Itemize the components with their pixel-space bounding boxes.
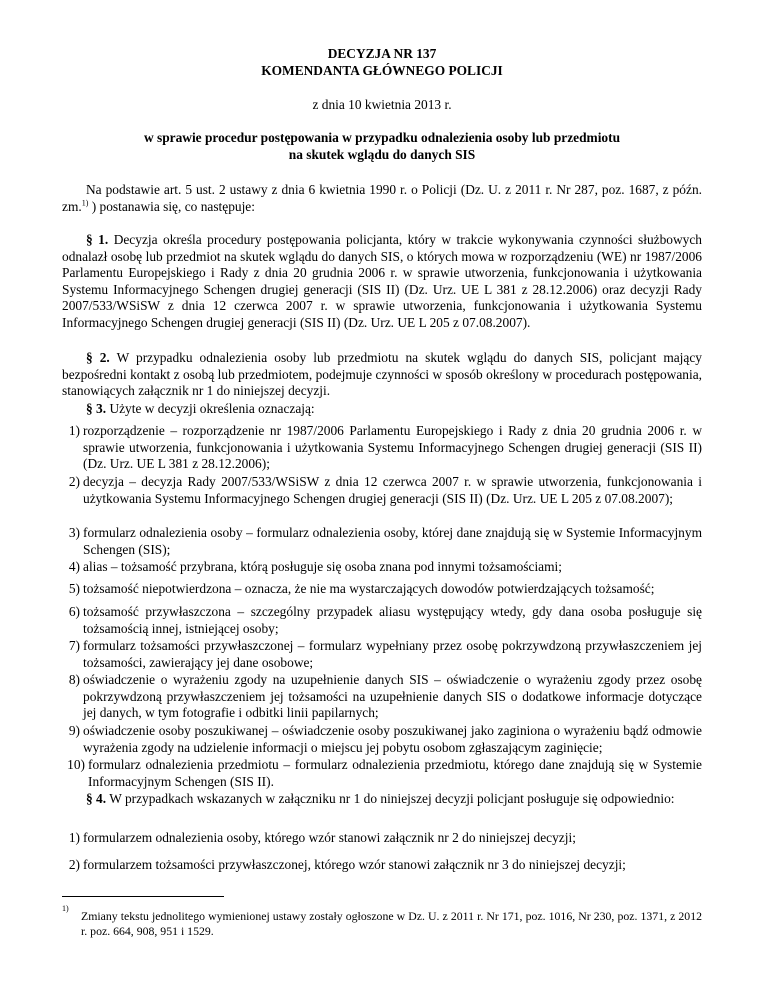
footnote: 1) Zmiany tekstu jednolitego wymienionej ustawy zostały ogłoszone w Dz. U. z 2011 r. Nr 171, poz. 1016, Nr 230, poz. 1371, z 2012 r. poz. 664, 908, 951 i 1529.: [62, 904, 702, 938]
section-4: [62, 791, 702, 808]
list-item-text: oświadczenie o wyrażeniu zgody na uzupełnienie danych SIS – oświadczenie o wyrażeniu zgody przez osobę pokrzywdzoną przywłaszczeniem jej tożsamości na uzupełnienie danych SIS o dodatkowe informacje dotyczące jej danych, w tym fotografie i odbitki linii papilarnych;: [83, 672, 702, 721]
footnote-separator: [62, 896, 224, 897]
list-item-number: 8): [68, 672, 80, 687]
list-item-text: formularz odnalezienia przedmiotu – formularz odnalezienia przedmiotu, którego dane znajdują się w Systemie Informacyjnym Schengen (SIS II).: [88, 757, 702, 789]
list-item-text: oświadczenie osoby poszukiwanej – oświadczenie osoby poszukiwanej jako zaginiona o wyrażeniu bądź odmowie wyrażenia zgody na udzielenie informacji o miejscu jej pobytu osobom zgłaszającym zaginięcie;: [83, 723, 702, 755]
list-item-number: 10): [67, 757, 85, 772]
list-item-text: tożsamość niepotwierdzona – oznacza, że nie ma wystarczających dowodów potwierdzających tożsamość;: [83, 581, 655, 596]
list-item-number: 9): [68, 723, 80, 738]
list-item: [62, 672, 702, 722]
preamble: [62, 182, 702, 215]
list-item-text: formularzem tożsamości przywłaszczonej, którego wzór stanowi załącznik nr 3 do niniejszej decyzji;: [83, 857, 626, 872]
section-4-label: § 4.: [86, 791, 107, 806]
subject-line-1: w sprawie procedur postępowania w przypadku odnalezienia osoby lub przedmiotu: [143, 130, 621, 145]
list-item-number: 6): [68, 604, 80, 619]
list-item: [62, 581, 702, 598]
list-item-text: alias – tożsamość przybrana, którą posługuje się osoba znana pod innymi tożsamościami;: [83, 559, 562, 574]
list-item: [62, 857, 702, 874]
section-1: [62, 232, 702, 332]
section-3-label: § 3.: [86, 401, 107, 416]
section-2-text: W przypadku odnalezienia osoby lub przedmiotu na skutek wglądu do danych SIS, policjant mający bezpośredni kontakt z osobą lub przedmiotem, podejmuje czynności w sposób określony w procedurach postępowania, stanowiących załącznik nr 1 do niniejszej decyzji.: [62, 350, 702, 399]
issuer-title: KOMENDANTA GŁÓWNEGO POLICJI: [261, 63, 503, 78]
list-item-number: 2): [68, 474, 80, 489]
list-item-number: 2): [68, 857, 80, 872]
footnote-text: Zmiany tekstu jednolitego wymienionej ustawy zostały ogłoszone w Dz. U. z 2011 r. Nr 171, poz. 1016, Nr 230, poz. 1371, z 2012 r. poz. 664, 908, 951 i 1529.: [81, 909, 702, 938]
subject-line-2: na skutek wglądu do danych SIS: [288, 147, 476, 162]
list-item-number: 7): [68, 638, 80, 653]
section-3-text: Użyte w decyzji określenia oznaczają:: [106, 401, 315, 416]
preamble-text: Na podstawie art. 5 ust. 2 ustawy z dnia 6 kwietnia 1990 r. o Policji (Dz. U. z 2011 r. Nr 287, poz. 1687, z późn. zm.: [62, 182, 702, 214]
list-item: [62, 474, 702, 507]
list-item: [62, 423, 702, 473]
list-item-text: formularz odnalezienia osoby – formularz odnalezienia osoby, której dane znajdują się w Systemie Informacyjnym Schengen (SIS);: [83, 525, 702, 557]
section-4-text: W przypadkach wskazanych w załączniku nr 1 do niniejszej decyzji policjant posługuje się odpowiednio:: [106, 791, 675, 806]
list-item: [62, 559, 702, 576]
list-item: [62, 638, 702, 671]
list-item: [62, 757, 702, 790]
section-2: [62, 350, 702, 400]
list-item: [62, 830, 702, 847]
list-item: [62, 525, 702, 558]
section-2-label: § 2.: [86, 350, 110, 365]
list-item: [62, 723, 702, 756]
list-item-text: formularz tożsamości przywłaszczonej – formularz wypełniany przez osobę pokrzywdzoną przywłaszczeniem jej tożsamości, zawierający jej dane osobowe;: [83, 638, 702, 670]
list-item-number: 1): [68, 423, 80, 438]
list-item-number: 1): [68, 830, 80, 845]
list-item-text: tożsamość przywłaszczona – szczególny przypadek aliasu występujący wtedy, gdy dana osoba posługuje się tożsamością innej, istniejącej osoby;: [83, 604, 702, 636]
list-item-text: rozporządzenie – rozporządzenie nr 1987/2006 Parlamentu Europejskiego i Rady z dnia 20 grudnia 2006 r. w sprawie utworzenia, funkcjonowania i użytkowania Systemu Informacyjnego Schengen drugiej generacji (SIS II) (Dz. Urz. UE L 381 z 28.12.2006);: [83, 423, 702, 472]
section-1-text: Decyzja określa procedury postępowania policjanta, który w trakcie wykonywania czynności służbowych odnalazł osobę lub przedmiot na skutek wglądu do danych SIS, o których mowa w rozporządzeniu (WE) nr 1987/2006 Parlamentu Europejskiego i Rady z dnia 20 grudnia 2006 r. w sprawie utworzenia, funkcjonowania i użytkowania Systemu Informacyjnego Schengen drugiej generacji (SIS II) (Dz. Urz. UE L 381 z 28.12.2006) oraz decyzji Rady 2007/533/WSiSW z dnia 12 czerwca 2007 r. w sprawie utworzenia, funkcjonowania i użytkowania Systemu Informacyjnego Schengen drugiej generacji (SIS II) (Dz. Urz. UE L 205 z 07.08.2007).: [62, 232, 702, 330]
list-item-number: 4): [68, 559, 80, 574]
section-1-label: § 1.: [86, 232, 109, 247]
list-item-number: 3): [68, 525, 80, 540]
list-item-text: decyzja – decyzja Rady 2007/533/WSiSW z dnia 12 czerwca 2007 r. w sprawie utworzenia, funkcjonowania i użytkowania Systemu Informacyjnego Schengen drugiej generacji (SIS II) (Dz. Urz. UE L 205 z 07.08.2007);: [83, 474, 702, 506]
list-item-number: 5): [68, 581, 80, 596]
list-item-text: formularzem odnalezienia osoby, którego wzór stanowi załącznik nr 2 do niniejszej decyzji;: [83, 830, 576, 845]
decision-date: z dnia 10 kwietnia 2013 r.: [312, 97, 452, 112]
decision-number: DECYZJA NR 137: [327, 46, 437, 61]
preamble-text-end: ) postanawia się, co następuje:: [88, 198, 255, 214]
section-3: [62, 401, 702, 418]
list-item: [62, 604, 702, 637]
footnote-reference: 1): [81, 198, 89, 208]
